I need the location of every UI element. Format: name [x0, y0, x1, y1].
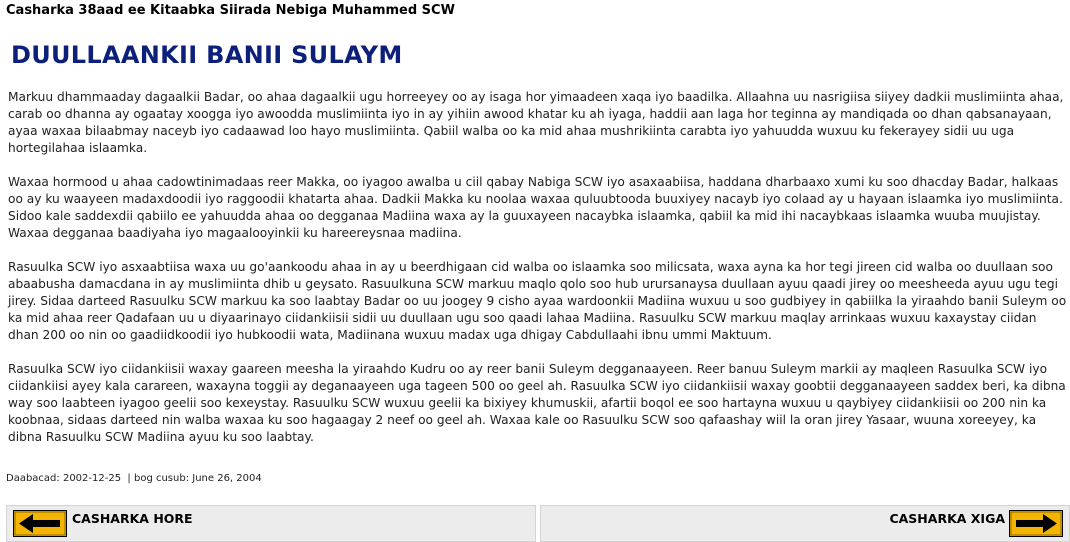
- next-lesson-label[interactable]: CASHARKA XIGA: [889, 511, 1005, 526]
- lesson-navigation: [6, 505, 1070, 542]
- article-paragraph: Rasuulka SCW iyo ciidankiisii waxay gaareen meesha la yiraahdo Kudru oo ay reer banii Suleym degganaayeen. Reer banuu Suleym markii ay maqleen Rasuulka SCW iyo ciidankiisi ayey kala carareen, waxayna toggii ay deganaayeen uga tageen 500 oo geel ah. Rasuulka SCW iyo ciidankiisii waxay goobtii degganaayeen saddex beri, ka dibna way soo laabteen iyagoo geelii soo kexeystay. Rasuulku SCW wuxuu geelii ka bixiyey khumuskii, afartii boqol ee soo hartayna wuxuu u qaybiyey ciidankiisii oo 200 nin ka koobnaa, sidaas darteed nin walba waxaa ku soo hagaagay 2 neef oo geel ah. Waxaa kale oo Rasuulku SCW soo qafaashay wiil la oran jirey Yasaar, wuuna xoreeyey, ka dibna Rasuulku SCW Madiina ayuu ku soo laabtay.: [8, 362, 1066, 444]
- publish-info: Daabacad: 2002-12-25 | bog cusub: June 26, 2004: [6, 473, 262, 484]
- page-title: DUULLAANKII BANII SULAYM: [11, 41, 403, 69]
- next-lesson-link[interactable]: [540, 505, 1070, 542]
- previous-lesson-link[interactable]: [6, 505, 536, 542]
- arrow-left-icon[interactable]: [13, 510, 67, 537]
- article-paragraph: Markuu dhammaaday dagaalkii Badar, oo ahaa dagaalkii ugu horreeyey oo ay isaga hor yimaadeen xaqa iyo baadilka. Allaahna uu nasrigiisa siiyey dadkii muslimiinta ahaa, carab oo dhanna ay ogaatay xoogga iyo awoodda muslimiinta iyo in ay yihiin awood khatar ku ah iyaga, haddii aan laga hor teginna ay mandiqada oo dhan qabsanayaan, ayaa waxaa bilaabmay naceyb iyo cadaawad loo hayo muslimiinta. Qabiil walba oo ka mid ahaa mushrikiinta carabta iyo yahuudda wuxuu ku fekerayey sidii uu uga hortegilahaa islaamka.: [8, 90, 1064, 155]
- article-paragraph: Waxaa hormood u ahaa cadowtinimadaas reer Makka, oo iyagoo awalba u ciil qabay Nabiga SCW iyo asaxaabiisa, haddana dharbaaxo xumi ku soo dhacday Badar, halkaas oo ay ku waayeen madaxdoodii iyo raggoodii khatarta ahaa. Dadkii Makka ku noolaa waxaa quluubtooda buuxiyey nacayb iyo colaad ay u hayaan islaamka iyo muslimiinta. Sidoo kale saddexdii qabiilo ee yahuudda ahaa oo degganaa Madiina waxa ay la guuxayeen nacaybka islaamka, qabiil ka mid ihi nacaybkaas islaamka wuuba muujistay. Waxaa degganaa baadiyaha iyo magaalooyinkii ku hareereysnaa madiina.: [8, 175, 1063, 240]
- section-title: Casharka 38aad ee Kitaabka Siirada Nebiga Muhammed SCW: [6, 3, 455, 18]
- article-body: [8, 89, 1068, 463]
- arrow-right-icon[interactable]: [1009, 510, 1063, 537]
- previous-lesson-label[interactable]: CASHARKA HORE: [72, 511, 193, 526]
- article-paragraph: Rasuulka SCW iyo asxaabtiisa waxa uu go'aankoodu ahaa in ay u beerdhigaan cid walba oo islaamka soo milicsata, waxa ayna ka hor tegi jireen cid walba oo duullaan soo abaabusha damacdana in ay muslimiinta dhib u geysato. Rasuulkuna SCW markuu maqlo qolo soo hub urursanaysa duullaan ayuu qaadi jirey oo meesheeda ayuu ugu tegi jirey. Sidaa darteed Rasuulku SCW markuu ka soo laabtay Badar oo uu joogey 9 cisho ayaa wardoonkii Madiina wuxuu u soo gudbiyey in qabiilka la yiraahdo banii Suleym oo ka mid ahaa reer Qadafaan uu u diyaarinayo ciidankiisii sidii uu duullaan ugu soo qaadi lahaa Madiina. Rasuulku SCW markuu maqlay arrinkaas wuxuu kaxaystay ciidan dhan 200 oo nin oo gaadiidkoodii iyo hubkoodii wata, Madiinana wuxuu madax uga dhigay Cabdullaahi ibnu ummi Maktuum.: [8, 260, 1067, 342]
